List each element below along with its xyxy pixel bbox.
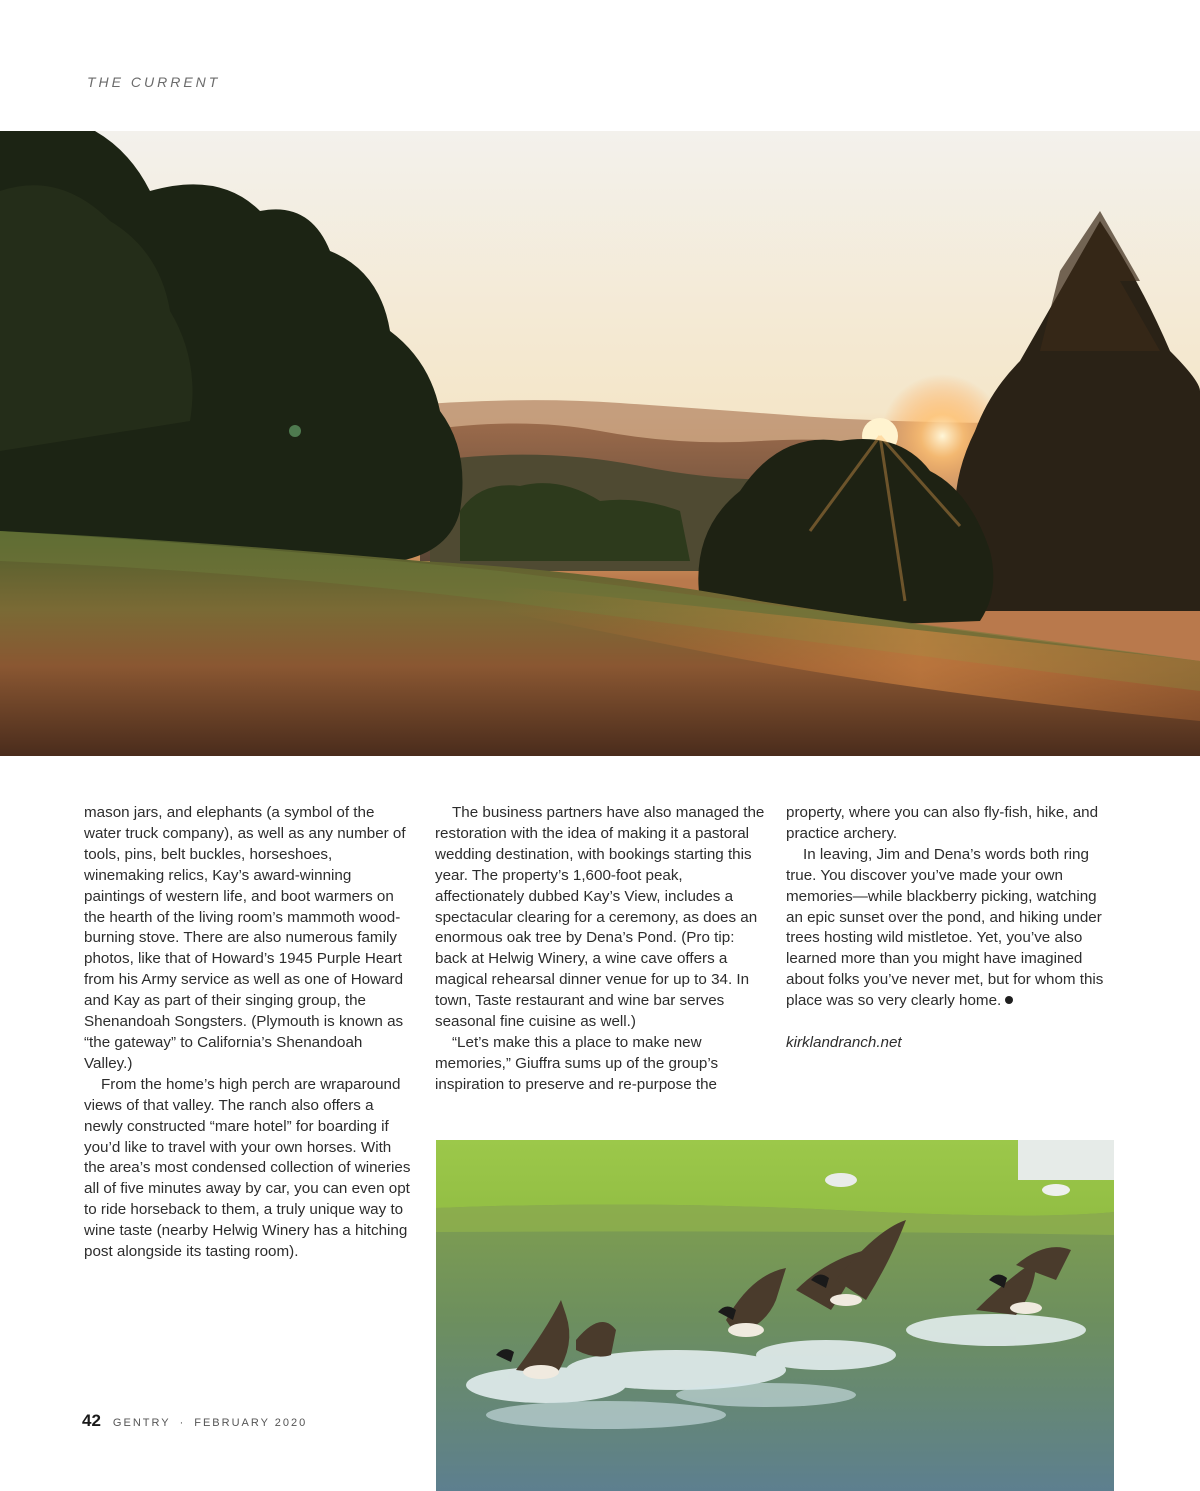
issue-date: FEBRUARY 2020 [194,1417,308,1429]
page-footer [82,1411,307,1431]
article-column-3 [786,803,1116,1054]
closing-text: In leaving, Jim and Dena’s words both ring true. You discover you’ve made your own memories—while blackberry picking, watching an epic sunset over the pond, and hiking under trees hosting wild mistletoe. Yet, you’ve also learned more than you might have imagined about folks you’ve never met, but for whom this place was so very clearly home. [786,845,1104,1010]
paragraph: The business partners have also managed the restoration with the idea of making it a pastoral wedding destination, with bookings starting this year. The property’s 1,600-foot peak, affectionately dubbed Kay’s View, includes a spectacular clearing for a ceremony, as does an enormous oak tree by Dena’s Pond. (Pro tip: back at Helwig Winery, a wine cave offers a magical rehearsal dinner venue for up to 34. In town, Taste restaurant and wine bar serves seasonal fine cuisine as well.) [435,804,765,1031]
paragraph: property, where you can also fly-fish, hike, and practice archery. [786,804,1099,842]
section-label: THE CURRENT [87,74,221,90]
paragraph: mason jars, and elephants (a symbol of the water truck company), as well as any number of tools, pins, belt buckles, horseshoes, winemaking relics, Kay’s award-winning paintings of western life, and boot warmers on the hearth of the living room’s mammoth wood-burning stove. There are also numerous family photos, like that of Howard’s 1945 Purple Heart from his Army service as well as one of Howard and Kay as part of their singing group, the Shenandoah Songsters. (Plymouth is known as “the gateway” to California’s Shenandoah Valley.) [84,804,406,1072]
paragraph [786,845,1116,1012]
footer-separator: · [179,1417,186,1429]
article-column-1 [84,803,414,1263]
paragraph: From the home’s high perch are wraparound views of that valley. The ranch also offers a newly constructed “mare hotel” for boarding if you’d like to travel with your own horses. With the area’s most condensed collection of wineries all of five minutes away by car, you can even opt to ride horseback to them, a truly unique way to wine taste (nearby Helwig Winery has a hitching post alongside its tasting room). [84,1075,411,1261]
website-url: kirklandranch.net [786,1033,902,1051]
article-column-2 [435,803,765,1096]
paragraph: “Let’s make this a place to make new memories,” Giuffra sums up of the group’s inspiration to preserve and re-purpose the [435,1033,719,1093]
publication-name: GENTRY [112,1417,171,1429]
page-number: 42 [82,1411,101,1430]
hero-photo [0,131,1200,756]
end-mark-icon [1005,996,1013,1004]
geese-photo [436,1140,1114,1491]
